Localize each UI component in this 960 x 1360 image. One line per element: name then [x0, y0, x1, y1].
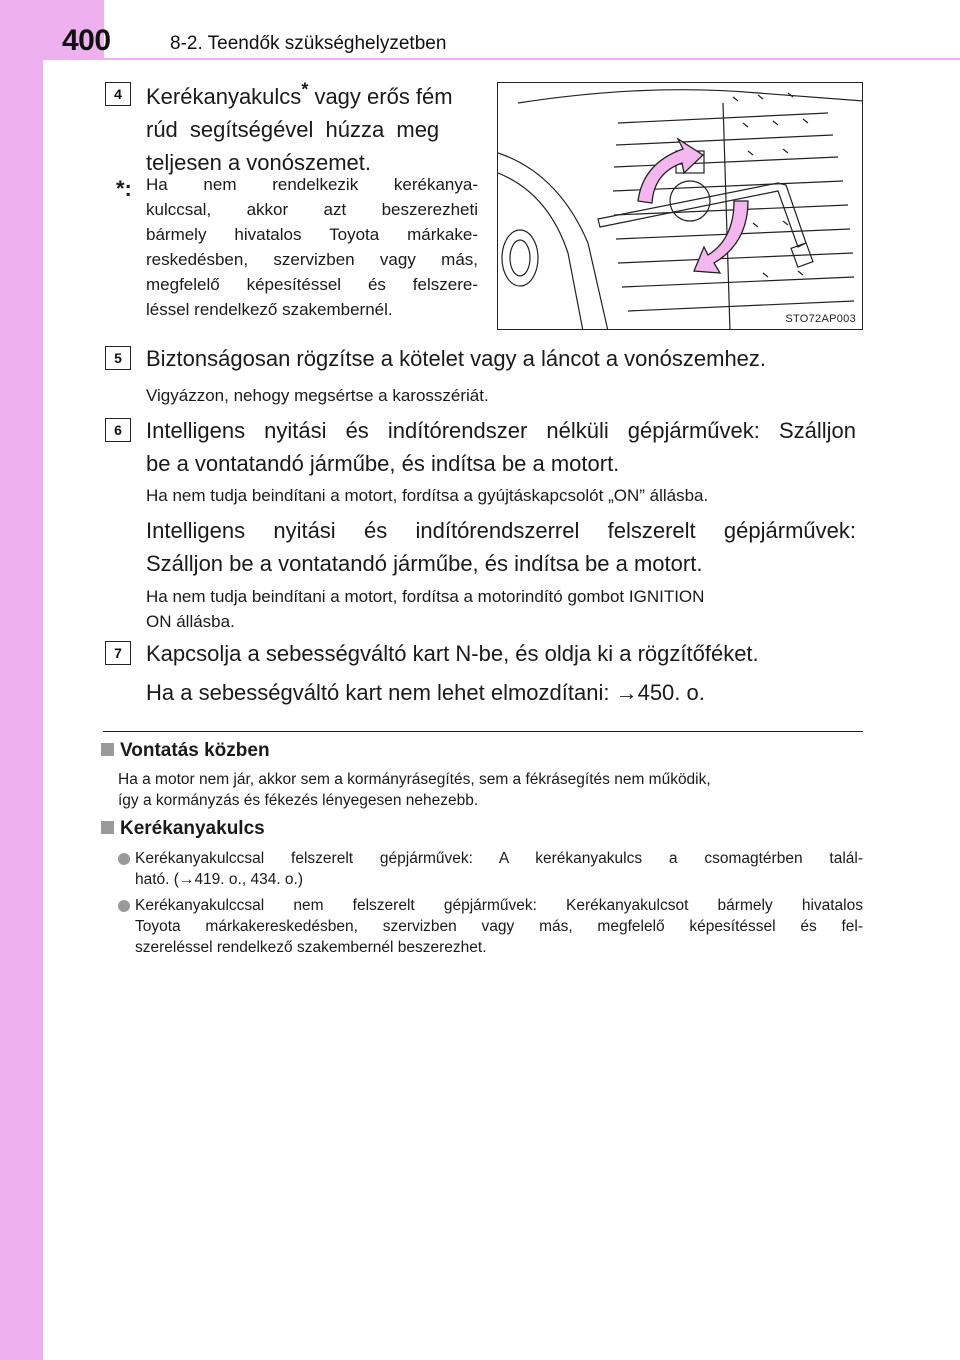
header-rule — [43, 58, 960, 60]
step4-asterisk: * — [301, 79, 309, 100]
step6-main-b — [146, 514, 856, 580]
note-heading-wrench — [101, 818, 265, 840]
step4-line1a: Kerékanyakulcs — [146, 84, 302, 109]
note-heading-towing-text: Vontatás közben — [120, 740, 270, 761]
step6-main3: Intelligens nyitási és indítórendszerrel felszerelt gépjárművek: — [146, 518, 856, 543]
step4-footnote-mark: *: — [116, 176, 132, 201]
footnote-line-2: kulccsal, akkor azt beszerezheti — [146, 200, 478, 219]
step6-main-a — [146, 414, 856, 480]
note-wrench-b2-line1: Kerékanyakulccsal nem felszerelt gépjárművek: Kerékanyakulcsot bármely hivatalos — [135, 897, 863, 914]
step4-line1 — [146, 80, 478, 113]
footnote-line-1: Ha nem rendelkezik kerékanya- — [146, 175, 478, 194]
note-towing-line2: így a kormányzás és fékezés lényegesen nehezebb. — [118, 792, 479, 809]
note-wrench-bullet1 — [135, 848, 863, 890]
step6-main1: Intelligens nyitási és indítórendszer nélküli gépjárművek: Szálljon — [146, 418, 856, 443]
section-title: 8-2. Teendők szükséghelyzetben — [170, 33, 447, 54]
side-color-band — [0, 0, 43, 1360]
round-bullet-icon — [118, 853, 130, 865]
note-heading-wrench-text: Kerékanyakulcs — [120, 818, 265, 839]
round-bullet-icon — [118, 900, 130, 912]
tow-eye-drawing — [498, 83, 863, 330]
step4-footnote — [146, 172, 478, 322]
square-bullet-icon — [101, 821, 114, 834]
footnote-line-3: bármely hivatalos Toyota márkake- — [146, 225, 478, 244]
square-bullet-icon — [101, 743, 114, 756]
footnote-line-6: léssel rendelkező szakembernél. — [146, 300, 393, 319]
note-wrench-bullet2 — [135, 895, 863, 958]
step-number-6: 6 — [105, 418, 131, 442]
note-wrench-b2-line3: szereléssel rendelkező szakembernél beszerezhet. — [135, 939, 487, 956]
figure-code: STO72AP003 — [785, 313, 856, 325]
step6-note1: Ha nem tudja beindítani a motort, fordítsa a gyújtáskapcsolót „ON” állásba. — [146, 486, 709, 505]
note-wrench-b2-line2: Toyota márkakereskedésben, szervizben vagy más, megfelelő képesítéssel és fel- — [135, 918, 863, 935]
step6-note2b: ON állásba. — [146, 612, 235, 631]
footnote-line-5: megfelelő képesítéssel és felszere- — [146, 275, 478, 294]
section-divider — [103, 731, 863, 732]
step7-sub: Ha a sebességváltó kart nem lehet elmozdítani: →450. o. — [146, 680, 705, 705]
note-wrench-b1-line2: ható. (→419. o., 434. o.) — [135, 871, 304, 888]
step-number-7: 7 — [105, 641, 131, 665]
tow-eye-illustration — [497, 82, 863, 330]
step4-text — [146, 80, 478, 179]
step4-line3: teljesen a vonószemet. — [146, 150, 372, 175]
step6-main2: be a vontatandó járműbe, és indítsa be a motort. — [146, 451, 620, 476]
note-heading-towing — [101, 740, 270, 762]
note-towing-text — [118, 769, 863, 811]
step4-line2: rúd segítségével húzza meg — [146, 117, 440, 142]
step5-main: Biztonságosan rögzítse a kötelet vagy a láncot a vonószemhez. — [146, 346, 767, 371]
page-number: 400 — [62, 24, 111, 57]
step4-line1b: vagy erős fém — [308, 84, 453, 109]
step-number-4: 4 — [105, 82, 131, 106]
step6-main4: Szálljon be a vontatandó járműbe, és indítsa be a motort. — [146, 551, 703, 576]
footnote-line-4: reskedésben, szervizben vagy más, — [146, 250, 478, 269]
step6-note2a: Ha nem tudja beindítani a motort, fordítsa a motorindító gombot IGNITION — [146, 587, 705, 606]
step5-note: Vigyázzon, nehogy megsértse a karosszériát. — [146, 386, 489, 405]
step6-note2 — [146, 584, 866, 634]
step-number-5: 5 — [105, 346, 131, 370]
note-wrench-b1-line1: Kerékanyakulccsal felszerelt gépjárművek: A kerékanyakulcs a csomagtérben talál- — [135, 850, 863, 867]
note-towing-line1: Ha a motor nem jár, akkor sem a kormányrásegítés, sem a fékrásegítés nem működik, — [118, 771, 711, 788]
step7-main: Kapcsolja a sebességváltó kart N-be, és oldja ki a rögzítőféket. — [146, 641, 759, 666]
